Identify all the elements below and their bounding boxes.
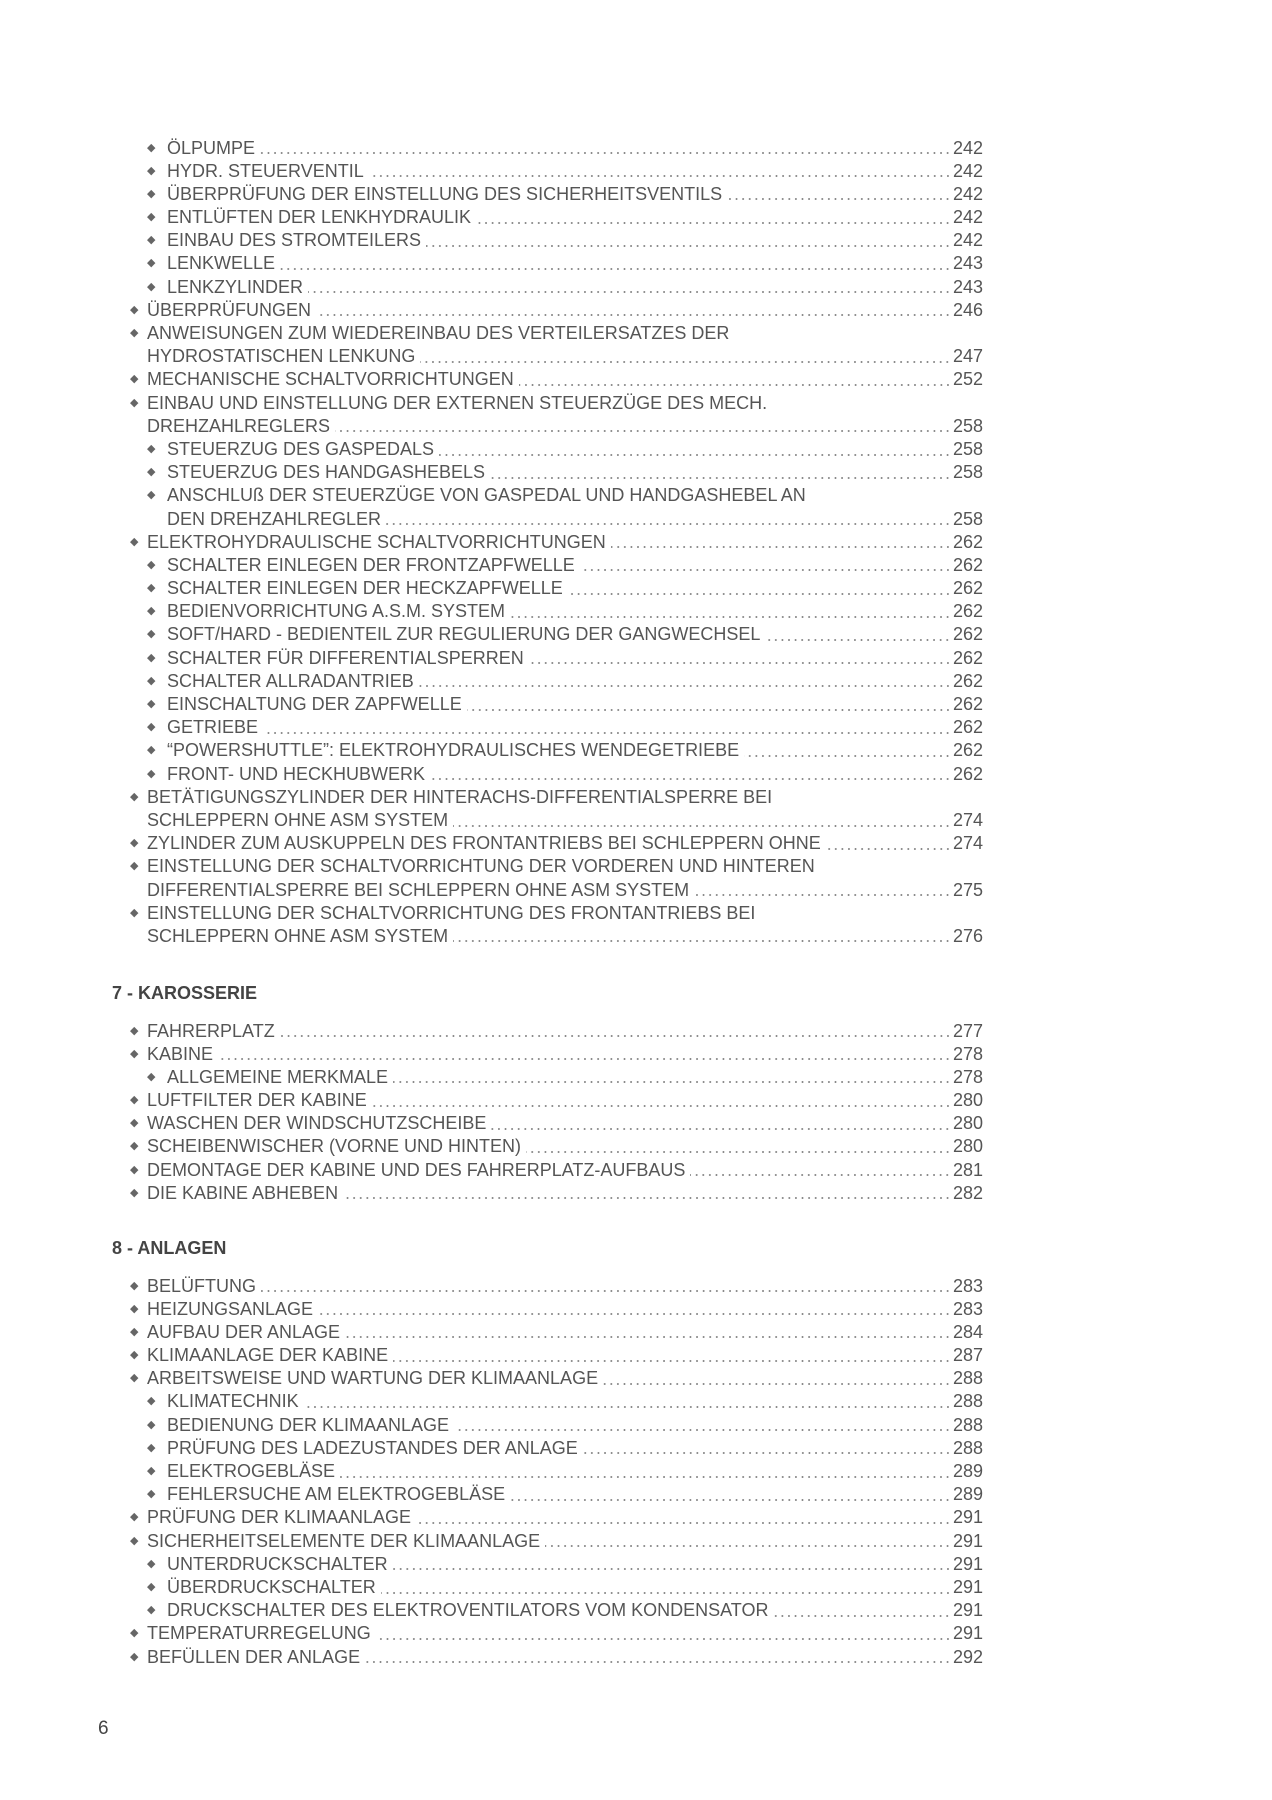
- toc-entry[interactable]: [0, 554, 983, 577]
- bullet-icon: ◆: [130, 1349, 139, 1362]
- toc-entry[interactable]: [0, 438, 983, 461]
- toc-entry[interactable]: [0, 1576, 983, 1599]
- toc-entry-page: 284: [952, 1321, 983, 1342]
- toc-entry[interactable]: [0, 1437, 983, 1460]
- bullet-icon: ◆: [130, 396, 139, 409]
- toc-entry-page: 291: [952, 1623, 983, 1644]
- toc-entry[interactable]: [0, 461, 983, 484]
- toc-entry-title: PRÜFUNG DER KLIMAANLAGE: [147, 1507, 412, 1528]
- toc-entry-page: 276: [952, 925, 983, 946]
- toc-entry[interactable]: [0, 1112, 983, 1135]
- toc-entry-title: ÜBERPRÜFUNG DER EINSTELLUNG DES SICHERHEITSVENTILS: [167, 183, 723, 204]
- toc-entry-title: STEUERZUG DES HANDGASHEBELS: [167, 462, 486, 483]
- dot-leader: [393, 1568, 951, 1570]
- dot-leader: [263, 732, 951, 734]
- toc-entry-page: 282: [952, 1182, 983, 1203]
- toc-entry[interactable]: [0, 693, 983, 716]
- bullet-icon: ◆: [147, 1070, 156, 1083]
- toc-entry-title: HYDROSTATISCHEN LENKUNG: [147, 346, 416, 367]
- toc-entry-title: ZYLINDER ZUM AUSKUPPELN DES FRONTANTRIEBS BEI SCHLEPPERN OHNE: [147, 833, 821, 854]
- dot-leader: [583, 1452, 951, 1454]
- toc-entry[interactable]: [0, 1483, 983, 1506]
- bullet-icon: ◆: [130, 1140, 139, 1153]
- toc-section: [0, 1275, 1272, 1669]
- toc-entry-title: FEHLERSUCHE AM ELEKTROGEBLÄSE: [167, 1484, 506, 1505]
- toc-entry[interactable]: [0, 763, 983, 786]
- toc-entry-title: MECHANISCHE SCHALTVORRICHTUNGEN: [147, 369, 514, 390]
- toc-entry[interactable]: [0, 1460, 983, 1483]
- toc-entry-page: 278: [952, 1043, 983, 1064]
- bullet-icon: ◆: [147, 257, 156, 270]
- dot-leader: [765, 639, 951, 641]
- toc-entry-page: 288: [952, 1368, 983, 1389]
- toc-entry-title: ÜBERDRUCKSCHALTER: [167, 1576, 376, 1597]
- toc-entry-title: STEUERZUG DES GASPEDALS: [167, 438, 435, 459]
- bullet-icon: ◆: [147, 698, 156, 710]
- dot-leader: [218, 1058, 951, 1060]
- bullet-icon: ◆: [130, 1094, 139, 1107]
- bullet-icon: ◆: [147, 187, 156, 200]
- toc-entry[interactable]: [0, 855, 983, 878]
- bullet-icon: ◆: [130, 837, 139, 850]
- toc-entry[interactable]: [0, 160, 983, 183]
- toc-entry-page: 289: [952, 1484, 983, 1505]
- toc-entry[interactable]: [0, 879, 983, 902]
- toc-entry[interactable]: [0, 183, 983, 206]
- dot-leader: [340, 1476, 951, 1478]
- toc-entry-title: SCHALTER EINLEGEN DER HECKZAPFWELLE: [167, 578, 563, 599]
- toc-entry[interactable]: [0, 1344, 983, 1367]
- toc-entry[interactable]: [0, 786, 983, 809]
- toc-entry[interactable]: [0, 600, 983, 623]
- bullet-icon: ◆: [130, 790, 139, 803]
- toc-entry-page: 242: [952, 207, 983, 228]
- toc-entry-title: DIE KABINE ABHEBEN: [147, 1182, 339, 1203]
- toc-entry-title: BEDIENUNG DER KLIMAANLAGE: [167, 1414, 450, 1435]
- bullet-icon: ◆: [147, 1488, 156, 1501]
- toc-entry-title: DRUCKSCHALTER DES ELEKTROVENTILATORS VOM KONDENSATOR: [167, 1600, 769, 1621]
- toc-entry-page: 291: [952, 1553, 983, 1574]
- toc-entry-title: DEN DREHZAHLREGLER: [167, 508, 382, 529]
- toc-entry-title: DIFFERENTIALSPERRE BEI SCHLEPPERN OHNE ASM SYSTEM: [147, 879, 690, 900]
- toc-entry[interactable]: [0, 739, 983, 762]
- bullet-icon: ◆: [147, 1395, 156, 1408]
- toc-entry-page: 258: [952, 438, 983, 459]
- toc-entry[interactable]: [0, 137, 983, 160]
- toc-entry-page: 258: [952, 462, 983, 483]
- toc-entry[interactable]: [0, 392, 983, 415]
- toc-entry-page: 258: [952, 508, 983, 529]
- dot-leader: [260, 152, 951, 154]
- toc-entry-page: 291: [952, 1600, 983, 1621]
- toc-entry[interactable]: [0, 925, 983, 948]
- dot-leader: [426, 245, 951, 247]
- bullet-icon: ◆: [147, 674, 156, 687]
- bullet-icon: ◆: [147, 234, 156, 247]
- toc-entry-title: DREHZAHLREGLERS: [147, 415, 331, 436]
- toc-entry[interactable]: [0, 1321, 983, 1344]
- toc-entry-page: 262: [952, 578, 983, 599]
- dot-leader: [526, 1151, 951, 1153]
- bullet-icon: ◆: [130, 303, 139, 316]
- toc-entry-page: 262: [952, 670, 983, 691]
- toc-entry[interactable]: [0, 1599, 983, 1622]
- bullet-icon: ◆: [130, 1372, 139, 1385]
- toc-entry-page: 288: [952, 1414, 983, 1435]
- toc-entry-title: SCHALTER ALLRADANTRIEB: [167, 670, 414, 691]
- toc-entry[interactable]: [0, 1182, 983, 1205]
- bullet-icon: ◆: [147, 141, 156, 154]
- bullet-icon: ◆: [147, 1465, 156, 1477]
- toc-entry[interactable]: [0, 1506, 983, 1529]
- bullet-icon: ◆: [130, 1302, 139, 1315]
- toc-entry-title: SICHERHEITSELEMENTE DER KLIMAANLAGE: [147, 1530, 541, 1551]
- dot-leader: [386, 523, 951, 525]
- bullet-icon: ◆: [130, 535, 139, 548]
- toc-entry[interactable]: [0, 1043, 983, 1066]
- toc-entry-page: 242: [952, 183, 983, 204]
- toc-entry[interactable]: [0, 1159, 983, 1182]
- bullet-icon: ◆: [147, 605, 156, 618]
- toc-entry[interactable]: [0, 1089, 983, 1112]
- toc-entry-title: WASCHEN DER WINDSCHUTZSCHEIBE: [147, 1113, 487, 1134]
- toc-entry[interactable]: [0, 322, 983, 345]
- toc-entry-title: LENKWELLE: [167, 253, 276, 274]
- toc-entry-title: ÖLPUMPE: [167, 137, 256, 158]
- dot-leader: [773, 1615, 951, 1617]
- toc-entry-page: 288: [952, 1391, 983, 1412]
- toc-entry-title: SCHALTER EINLEGEN DER FRONTZAPFWELLE: [167, 554, 575, 575]
- dot-leader: [454, 1429, 951, 1431]
- toc-entry-title: SCHLEPPERN OHNE ASM SYSTEM: [147, 809, 449, 830]
- toc-entry-page: 262: [952, 554, 983, 575]
- toc-entry-title: EINSTELLUNG DER SCHALTVORRICHTUNG DES FRONTANTRIEBS BEI: [147, 902, 756, 923]
- dot-leader: [430, 778, 951, 780]
- toc-entry-page: 243: [952, 253, 983, 274]
- dot-leader: [343, 1197, 951, 1199]
- dot-leader: [476, 222, 951, 224]
- toc-entry[interactable]: [0, 229, 983, 252]
- dot-leader: [545, 1545, 951, 1547]
- toc-entry-page: 262: [952, 531, 983, 552]
- toc-entry-page: 242: [952, 230, 983, 251]
- dot-leader: [280, 1035, 951, 1037]
- bullet-icon: ◆: [147, 1441, 156, 1454]
- toc-entry-page: 262: [952, 647, 983, 668]
- bullet-icon: ◆: [147, 651, 156, 664]
- toc-entry-page: 274: [952, 833, 983, 854]
- bullet-icon: ◆: [147, 211, 156, 224]
- dot-leader: [568, 593, 951, 595]
- toc-entry-page: 277: [952, 1020, 983, 1041]
- bullet-icon: ◆: [147, 280, 156, 293]
- toc-entry-page: 291: [952, 1576, 983, 1597]
- toc-entry-title: GETRIEBE: [167, 717, 259, 738]
- dot-leader: [345, 1336, 951, 1338]
- bullet-icon: ◆: [130, 906, 139, 919]
- toc-entry-title: ENTLÜFTEN DER LENKHYDRAULIK: [167, 207, 472, 228]
- toc-entry[interactable]: [0, 206, 983, 229]
- toc-entry-page: 262: [952, 763, 983, 784]
- toc-entry-title: EINSTELLUNG DER SCHALTVORRICHTUNG DER VORDEREN UND HINTEREN: [147, 856, 815, 877]
- toc-entry-page: 247: [952, 346, 983, 367]
- bullet-icon: ◆: [147, 466, 156, 479]
- toc-entry-title: SCHALTER FÜR DIFFERENTIALSPERREN: [167, 647, 524, 668]
- dot-leader: [491, 1128, 951, 1130]
- dot-leader: [376, 1638, 951, 1640]
- dot-leader: [744, 755, 951, 757]
- dot-leader: [381, 1592, 951, 1594]
- dot-leader: [316, 314, 951, 316]
- dot-leader: [603, 1383, 951, 1385]
- bullet-icon: ◆: [147, 721, 156, 734]
- dot-leader: [529, 662, 951, 664]
- toc-entry-title: ARBEITSWEISE UND WARTUNG DER KLIMAANLAGE: [147, 1368, 599, 1389]
- toc-entry[interactable]: [0, 1020, 983, 1043]
- dot-leader: [416, 1522, 951, 1524]
- bullet-icon: ◆: [147, 628, 156, 641]
- toc-entry-title: FAHRERPLATZ: [147, 1020, 275, 1041]
- bullet-icon: ◆: [130, 1627, 139, 1640]
- dot-leader: [261, 1290, 951, 1292]
- toc-entry-page: 280: [952, 1090, 983, 1111]
- bullet-icon: ◆: [147, 744, 156, 757]
- toc-entry-page: 246: [952, 299, 983, 320]
- toc-entry-page: 258: [952, 415, 983, 436]
- toc-entry[interactable]: [0, 1414, 983, 1437]
- dot-leader: [467, 709, 951, 711]
- toc-entry[interactable]: [0, 1646, 983, 1669]
- page-number: 6: [98, 1718, 109, 1739]
- toc-entry-title: LUFTFILTER DER KABINE: [147, 1090, 367, 1111]
- toc-entry-page: 242: [952, 137, 983, 158]
- toc-entry-title: SCHEIBENWISCHER (VORNE UND HINTEN): [147, 1136, 522, 1157]
- toc-entry[interactable]: [0, 484, 983, 507]
- bullet-icon: ◆: [130, 327, 139, 339]
- toc-entry[interactable]: [0, 1298, 983, 1321]
- dot-leader: [369, 175, 951, 177]
- toc-entry-page: 280: [952, 1136, 983, 1157]
- bullet-icon: ◆: [147, 164, 156, 177]
- toc-entry-title: KLIMAANLAGE DER KABINE: [147, 1345, 389, 1366]
- toc-section: [0, 1020, 1272, 1206]
- toc-entry-page: 243: [952, 276, 983, 297]
- dot-leader: [372, 1105, 951, 1107]
- dot-leader: [439, 454, 951, 456]
- toc-entry-title: EINBAU UND EINSTELLUNG DER EXTERNEN STEUERZÜGE DES MECH.: [147, 392, 768, 413]
- dot-leader: [580, 569, 951, 571]
- toc-entry-page: 274: [952, 809, 983, 830]
- toc-entry-page: 291: [952, 1530, 983, 1551]
- toc-entry-page: 262: [952, 624, 983, 645]
- toc-entry[interactable]: [0, 1553, 983, 1576]
- toc-entry-title: PRÜFUNG DES LADEZUSTANDES DER ANLAGE: [167, 1437, 578, 1458]
- toc-entry-page: 291: [952, 1507, 983, 1528]
- dot-leader: [393, 1360, 951, 1362]
- dot-leader: [280, 268, 951, 270]
- bullet-icon: ◆: [147, 582, 156, 595]
- dot-leader: [308, 291, 951, 293]
- bullet-icon: ◆: [130, 1117, 139, 1130]
- toc-entry-page: 292: [952, 1646, 983, 1667]
- toc-entry[interactable]: [0, 252, 983, 275]
- bullet-icon: ◆: [147, 1604, 156, 1617]
- toc-entry-page: 288: [952, 1437, 983, 1458]
- dot-leader: [420, 361, 951, 363]
- toc-entry-page: 280: [952, 1113, 983, 1134]
- dot-leader: [510, 616, 951, 618]
- dot-leader: [304, 1406, 951, 1408]
- section-heading: 7 - KAROSSERIE: [112, 983, 258, 1003]
- bullet-icon: ◆: [147, 1580, 156, 1593]
- toc-entry-title: UNTERDRUCKSCHALTER: [167, 1553, 388, 1574]
- toc-entry-title: KLIMATECHNIK: [167, 1391, 299, 1412]
- toc-entry-title: ALLGEMEINE MERKMALE: [167, 1066, 389, 1087]
- toc-entry-page: 278: [952, 1066, 983, 1087]
- toc-entry-title: SOFT/HARD - BEDIENTEIL ZUR REGULIERUNG DER GANGWECHSEL: [167, 624, 761, 645]
- bullet-icon: ◆: [147, 558, 156, 571]
- bullet-icon: ◆: [147, 1557, 156, 1570]
- toc-entry-title: EINSCHALTUNG DER ZAPFWELLE: [167, 694, 462, 714]
- toc-entry[interactable]: [0, 577, 983, 600]
- bullet-icon: ◆: [130, 1279, 139, 1292]
- dot-leader: [694, 894, 951, 896]
- bullet-icon: ◆: [130, 860, 139, 873]
- toc-entry-title: ANWEISUNGEN ZUM WIEDEREINBAU DES VERTEILERSATZES DER: [147, 323, 730, 343]
- toc-entry[interactable]: [0, 1390, 983, 1413]
- toc-entry[interactable]: [0, 368, 983, 391]
- toc-entry-page: 281: [952, 1159, 983, 1180]
- toc-entry-page: 275: [952, 879, 983, 900]
- toc-entry-title: TEMPERATURREGELUNG: [147, 1623, 371, 1644]
- dot-leader: [453, 825, 951, 827]
- dot-leader: [690, 1174, 951, 1176]
- section-heading: 8 - ANLAGEN: [112, 1238, 227, 1258]
- toc-entry[interactable]: [0, 345, 983, 368]
- bullet-icon: ◆: [130, 1186, 139, 1199]
- dot-leader: [510, 1499, 951, 1501]
- toc-entry-title: ANSCHLUß DER STEUERZÜGE VON GASPEDAL UND HANDGASHEBEL AN: [167, 485, 806, 506]
- toc-entry-title: KABINE: [147, 1043, 214, 1064]
- toc-entry[interactable]: [0, 670, 983, 693]
- toc-entry-title: BEDIENVORRICHTUNG A.S.M. SYSTEM: [167, 601, 506, 622]
- toc-entry[interactable]: [0, 809, 983, 832]
- toc-entry-title: ELEKTROGEBLÄSE: [167, 1461, 336, 1481]
- toc-entry-title: HEIZUNGSANLAGE: [147, 1298, 314, 1319]
- toc-entry-page: 287: [952, 1345, 983, 1366]
- dot-leader: [365, 1661, 951, 1663]
- toc-entry-title: HYDR. STEUERVENTIL: [167, 160, 364, 181]
- toc-entry[interactable]: [0, 1066, 983, 1089]
- toc-entry[interactable]: [0, 276, 983, 299]
- toc-entry-title: BETÄTIGUNGSZYLINDER DER HINTERACHS-DIFFERENTIALSPERRE BEI: [147, 786, 773, 807]
- toc-entry-title: EINBAU DES STROMTEILERS: [167, 230, 422, 251]
- toc-entry-title: DEMONTAGE DER KABINE UND DES FAHRERPLATZ-AUFBAUS: [147, 1159, 686, 1180]
- dot-leader: [519, 384, 951, 386]
- bullet-icon: ◆: [147, 1418, 156, 1431]
- bullet-icon: ◆: [130, 1534, 139, 1547]
- toc-entry[interactable]: [0, 902, 983, 925]
- toc-entry-page: 262: [952, 740, 983, 761]
- dot-leader: [419, 685, 951, 687]
- toc-entry[interactable]: [0, 716, 983, 739]
- toc-entry-title: “POWERSHUTTLE”: ELEKTROHYDRAULISCHES WENDEGETRIEBE: [167, 740, 740, 761]
- dot-leader: [611, 546, 951, 548]
- bullet-icon: ◆: [130, 1047, 139, 1060]
- toc-entry-title: LENKZYLINDER: [167, 276, 304, 297]
- dot-leader: [826, 848, 951, 850]
- bullet-icon: ◆: [130, 1024, 139, 1037]
- toc-entry-page: 262: [952, 717, 983, 738]
- bullet-icon: ◆: [130, 373, 139, 386]
- dot-leader: [453, 940, 951, 942]
- toc-entry-page: 262: [952, 694, 983, 714]
- toc-entry-page: 262: [952, 601, 983, 622]
- toc-entry-title: ÜBERPRÜFUNGEN: [147, 299, 312, 320]
- bullet-icon: ◆: [130, 1650, 139, 1663]
- toc-entry-title: AUFBAU DER ANLAGE: [147, 1321, 341, 1342]
- dot-leader: [727, 198, 951, 200]
- bullet-icon: ◆: [130, 1163, 139, 1176]
- toc-entry[interactable]: [0, 531, 983, 554]
- bullet-icon: ◆: [147, 442, 156, 455]
- toc-entry[interactable]: [0, 1622, 983, 1645]
- toc-entry-title: BEFÜLLEN DER ANLAGE: [147, 1646, 361, 1667]
- toc-entry[interactable]: [0, 623, 983, 646]
- toc-entry-page: 283: [952, 1298, 983, 1319]
- toc-entry[interactable]: [0, 1367, 983, 1390]
- toc-entry-title: SCHLEPPERN OHNE ASM SYSTEM: [147, 925, 449, 946]
- dot-leader: [490, 477, 951, 479]
- bullet-icon: ◆: [147, 767, 156, 780]
- toc-entry[interactable]: [0, 508, 983, 531]
- toc-entry[interactable]: [0, 647, 983, 670]
- dot-leader: [318, 1313, 951, 1315]
- toc-entry-page: 252: [952, 369, 983, 390]
- toc-entry-title: ELEKTROHYDRAULISCHE SCHALTVORRICHTUNGEN: [147, 531, 606, 552]
- dot-leader: [393, 1081, 951, 1083]
- bullet-icon: ◆: [130, 1325, 139, 1338]
- toc-entry[interactable]: [0, 832, 983, 855]
- toc-entry-title: BELÜFTUNG: [147, 1275, 257, 1296]
- bullet-icon: ◆: [130, 1511, 139, 1524]
- toc-entry-page: 242: [952, 160, 983, 181]
- toc-entry[interactable]: [0, 1135, 983, 1158]
- toc-entry-title: FRONT- UND HECKHUBWERK: [167, 763, 426, 784]
- toc-entry-page: 289: [952, 1461, 983, 1481]
- toc-entry[interactable]: [0, 299, 983, 322]
- toc-entry[interactable]: [0, 1530, 983, 1553]
- toc-entry[interactable]: [0, 1275, 983, 1298]
- toc-entry-page: 283: [952, 1275, 983, 1296]
- bullet-icon: ◆: [147, 489, 156, 502]
- toc-entry[interactable]: [0, 415, 983, 438]
- toc-section: [0, 137, 1272, 949]
- dot-leader: [335, 430, 951, 432]
